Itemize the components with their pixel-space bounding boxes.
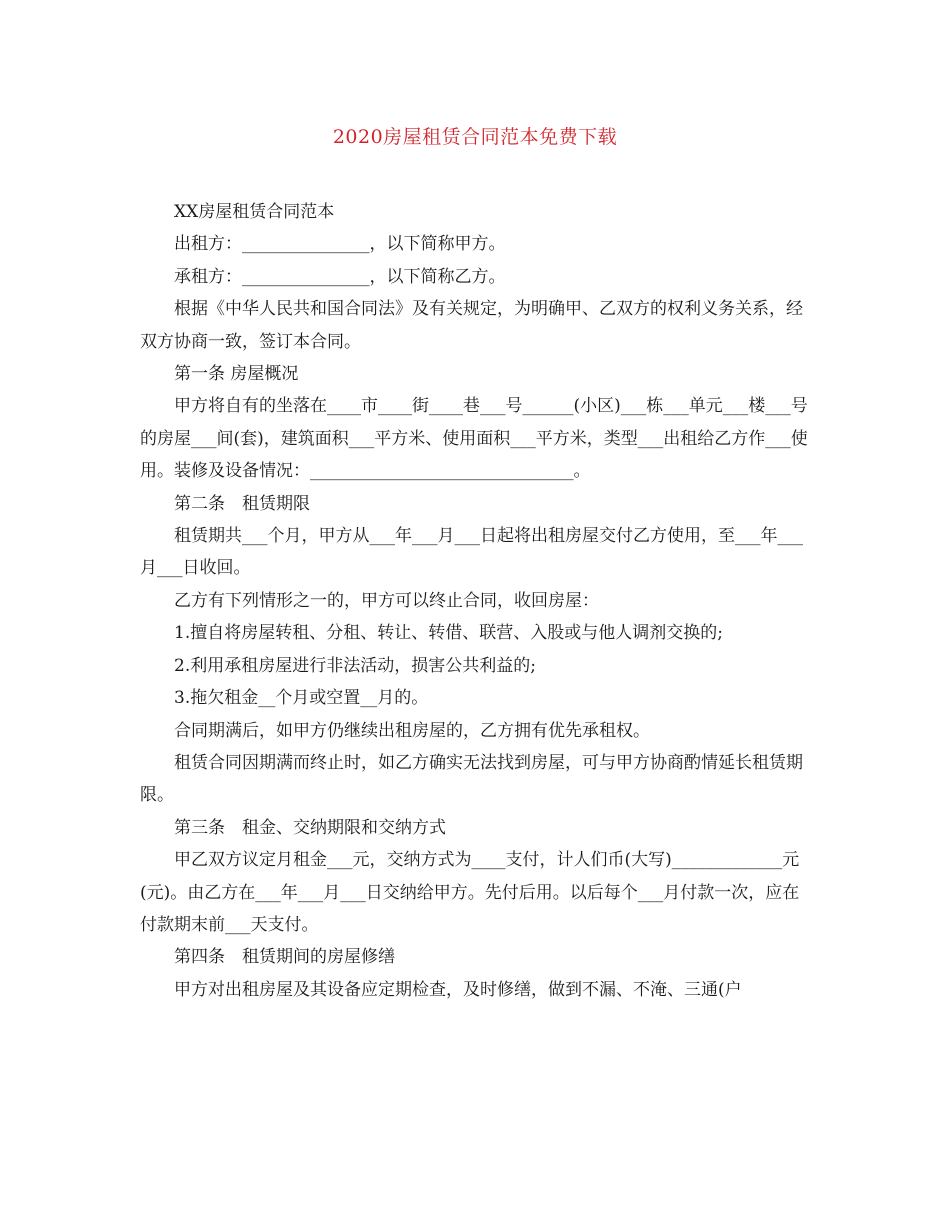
article-1-heading: 第一条 房屋概况 [174, 364, 299, 385]
preamble-paragraph: 根据《中华人民共和国合同法》及有关规定，为明确甲、乙双方的权利义务关系，经双方协商一致，签订本合同。 [140, 299, 803, 352]
lessee-line: 承租方：_______________，以下简称乙方。 [174, 266, 506, 287]
article-1-paragraph: 甲方将自有的坐落在____市____街____巷___号______(小区)___栋___单元___楼___号的房屋___间(套)，建筑面积___平方米、使用面积___平方米，类型___出租给乙方作___使用。装修及设备情况：_______________________________。 [140, 396, 808, 482]
priority-lease-paragraph: 合同期满后，如甲方仍继续出租房屋的，乙方拥有优先承租权。 [174, 720, 650, 741]
rent-paragraph: 甲乙双方议定月租金___元，交纳方式为____支付，计人们币(大写)_____________元(元)。由乙方在___年___月___日交纳给甲方。先付后用。以后每个___月付款一次，应在付款期末前___天支付。 [140, 850, 800, 935]
lessor-line: 出租方：_______________，以下简称甲方。 [174, 234, 506, 255]
document-body [140, 196, 812, 1006]
article-4-heading: 第四条 租赁期间的房屋修缮 [174, 947, 395, 968]
document-title: 2020房屋租赁合同范本免费下载 [332, 126, 618, 148]
termination-item-2: 2.利用承租房屋进行非法活动，损害公共利益的; [174, 655, 536, 676]
termination-item-1: 1.擅自将房屋转租、分租、转让、转借、联营、入股或与他人调剂交换的; [174, 623, 723, 644]
repair-paragraph: 甲方对出租房屋及其设备应定期检查，及时修缮，做到不漏、不淹、三通(户 [174, 979, 742, 1000]
contract-heading: XX房屋租赁合同范本 [174, 202, 335, 222]
extension-paragraph: 租赁合同因期满而终止时，如乙方确实无法找到房屋，可与甲方协商酌情延长租赁期限。 [140, 752, 803, 806]
termination-item-3: 3.拖欠租金__个月或空置__月的。 [174, 688, 429, 709]
termination-intro: 乙方有下列情形之一的，甲方可以终止合同，收回房屋： [174, 590, 599, 611]
article-3-heading: 第三条 租金、交纳期限和交纳方式 [174, 817, 446, 838]
lease-term-paragraph: 租赁期共___个月，甲方从___年___月___日起将出租房屋交付乙方使用，至___年___月___日收回。 [140, 526, 803, 579]
article-2-heading: 第二条 租赁期限 [174, 493, 310, 514]
